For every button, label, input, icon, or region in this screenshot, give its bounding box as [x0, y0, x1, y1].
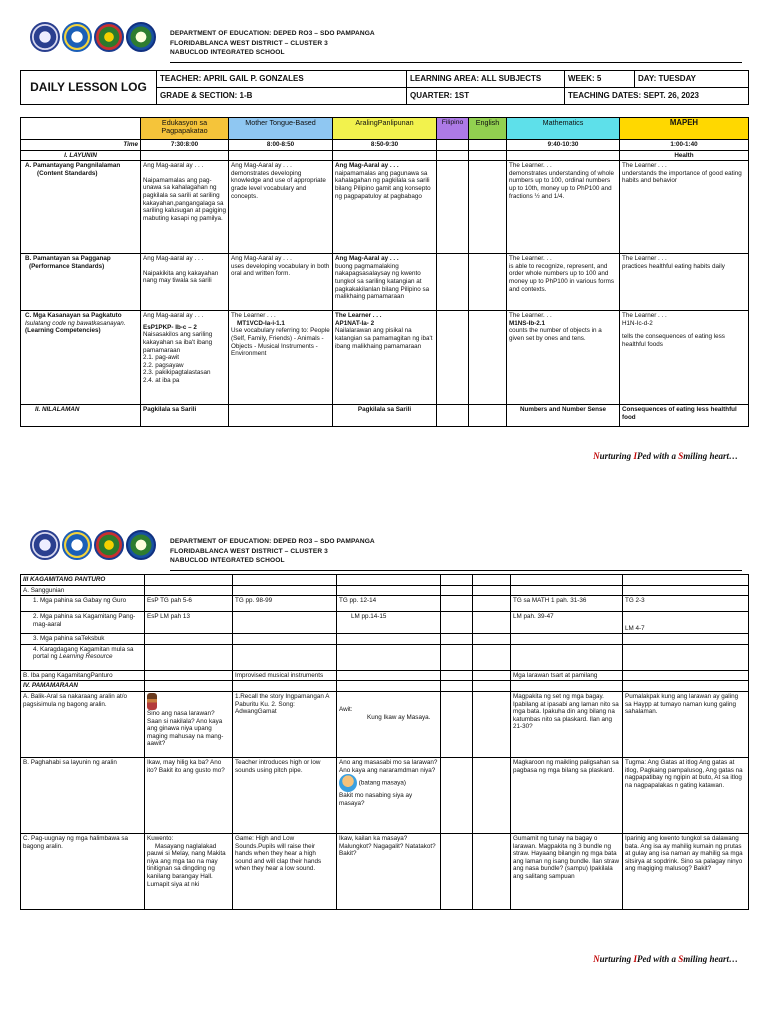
time-ap: 8:50-9:30: [333, 140, 437, 151]
kagamitan-label: III KAGAMITANG PANTURO: [21, 575, 145, 586]
row-b-title: B. Pamantayan sa Pagganap: [25, 255, 111, 263]
page-title: DAILY LESSON LOG: [21, 71, 157, 105]
child-picture-icon: [147, 693, 157, 710]
content-std-mapeh: The Learner . . . understands the importance of good eating habits and behavior: [620, 161, 749, 254]
lr-portal-label: 4. Karagdagang Kagamitan mula sa portal ng Learning Resource: [21, 644, 145, 670]
time-esp: 7:30:8:00: [141, 140, 229, 151]
day-name: DAY: TUESDAY: [635, 71, 749, 88]
content-std-mtb: Ang Mag-Aaral ay . . . demonstrates developing knowledge and use of appropriate grade level vocabulary and concepts.: [229, 161, 333, 254]
week-number: WEEK: 5: [565, 71, 635, 88]
perf-std-mtb: Ang Mag-Aaral ay . . . uses developing vocabulary in both oral and written form.: [229, 254, 333, 311]
header-line-3: NABUCLOD INTEGRATED SCHOOL: [170, 49, 285, 57]
footer-motto: Nurturing IPed with a Smiling heart…: [593, 451, 738, 461]
tg-mtb: TG pp. 98-99: [233, 596, 337, 612]
review-ap: Awit: Kung Ikaw ay Masaya.: [337, 691, 441, 757]
district-seal-icon: [94, 22, 124, 52]
teacher-name: TEACHER: APRIL GAIL P. GONZALES: [157, 71, 407, 88]
lm-mapeh: LM 4-7: [623, 612, 749, 634]
health-label: Health: [620, 150, 749, 161]
teaching-dates: TEACHING DATES: SEPT. 26, 2023: [565, 88, 749, 105]
purpose-label: B. Paghahabi sa layunin ng aralin: [21, 757, 145, 833]
time-english: [469, 140, 507, 151]
subject-english: English: [469, 118, 507, 140]
subject-math: Mathematics: [507, 118, 620, 140]
tg-esp: EsP TG pah 5-6: [145, 596, 233, 612]
time-mapeh: 1:00-1:40: [620, 140, 749, 151]
header-line-2: FLORIDABLANCA WEST DISTRICT – CLUSTER 3: [170, 39, 328, 47]
review-mapeh: Pumalakpak kung ang larawan ay galing sa Haypp at tumayo naman kung galing sahalaman.: [623, 691, 749, 757]
other-materials-label: B. Iba pang KagamitangPanturo: [21, 670, 145, 681]
header-line-1: DEPARTMENT OF EDUCATION: DEPED RO3 – SDO PAMPANGA: [170, 538, 375, 545]
row-c-title: C. Mga Kasanayan sa Pagkatuto: [25, 312, 122, 320]
header-divider: [170, 570, 742, 571]
lm-pages-label: 2. Mga pahina sa Kagamitang Pang-mag-aaral: [21, 612, 145, 634]
header-line-1: DEPARTMENT OF EDUCATION: DEPED RO3 – SDO PAMPANGA: [170, 30, 375, 37]
lesson-info-table: [20, 70, 749, 105]
header-text: [170, 29, 375, 58]
materials-mtb: Improvised musical instruments: [233, 670, 337, 681]
content-std-math: The Learner. . . demonstrates understanding of whole numbers up to 100, ordinal numbers up to 10th, money up to PhP100 and fractions ½ and 1/4.: [507, 161, 620, 254]
quarter: QUARTER: 1ST: [407, 88, 565, 105]
purpose-mapeh: Tugma: Ang Gatas at itlog Ang gatas at itlog, Pagkaing pampalusog, Ang gatas na nagpapatibay ng ngipin at buto, At sa itlog na nagpapalakas n gating katawan.: [623, 757, 749, 833]
purpose-math: Magkaroon ng maikling paligsahan sa pagbasa ng mga bilang sa plaskard.: [511, 757, 623, 833]
content-std-ap: Ang Mag-Aaral ay . . . naipamamalas ang pagunawa sa kahalagahan ng pagkilala sa sarili bilang Pilipino gamit ang konsepto ng pagpapatuloy at pagbabago: [333, 161, 437, 254]
procedures-table: [20, 574, 749, 910]
district-seal-icon: [94, 530, 124, 560]
pamamaraan-label: IV. PAMAMARAAN: [21, 681, 145, 692]
time-math: 9:40-10:30: [507, 140, 620, 151]
lm-esp: EsP LM pah 13: [145, 612, 233, 634]
competency-mtb: The Learner . . . MT1VCD-Ia-i-1.1 Use vocabulary referring to: People (Self, Family, Friends) - Animals - Objects - Musical Instruments - Environment: [229, 311, 333, 405]
row-c-note: Isulatang code ng bawatkasanayan.: [25, 319, 126, 327]
perf-std-esp: Ang Mag-aaral ay . . . Naipakikita ang kakayahan nang may tiwala sa sarili: [141, 254, 229, 311]
review-math: Magpakita ng set ng mga bagay. Ipabilang at ipasabi ang laman nito sa mga bata. Ipakuha din ang bilang na katumbas nito sa plaskard. Ilan ang 21-30?: [511, 691, 623, 757]
materials-math: Mga larawan tsart at pamilang: [511, 670, 623, 681]
content-math: Numbers and Number Sense: [507, 405, 620, 427]
header-divider: [170, 62, 742, 63]
content-standards-label: [21, 161, 141, 254]
lm-ap: LM pp.14-15: [337, 612, 441, 634]
examples-ap: Ikaw, kailan ka masaya? Malungkot? Nagagalit? Natatakot? Bakit?: [337, 833, 441, 909]
competency-esp: Ang Mag-aaral ay . . . EsP1PKP- Ib-c – 2 Naisasakilos ang sariling kakayahan sa iba't ibang pamamaraan 2.1. pag-awit 2.2. pagsayaw 2.3. pakikipagtalastasan 2.4. at iba pa: [141, 311, 229, 405]
row-a-subtitle: (Content Standards): [37, 169, 98, 177]
textbook-label: 3. Mga pahina saTeksbuk: [21, 634, 145, 645]
examples-math: Gumamit ng tunay na bagay o larawan. Magpakita ng 3 bundle ng straw. Hayaang bilangin ng mga bata ang laman ng isang bundle. Ilan straw ang nasa bundle? (sampu) Ipakilala ang salitang sampuan: [511, 833, 623, 909]
header-line-3: NABUCLOD INTEGRATED SCHOOL: [170, 557, 285, 565]
learning-competencies-label: [21, 311, 141, 405]
time-mtb: 8:00-8:50: [229, 140, 333, 151]
review-label: A. Balik-Aral sa nakaraang aralin at/o pagsisimula ng bagong aralin.: [21, 691, 145, 757]
row-c-subtitle: (Learning Competencies): [25, 327, 101, 335]
objectives-table: [20, 117, 749, 427]
content-mapeh: Consequences of eating less healthful food: [620, 405, 749, 427]
lm-math: LM pah. 39-47: [511, 612, 623, 634]
tg-math: TG sa MATH 1 pah. 31-36: [511, 596, 623, 612]
subject-esp: Edukasyon sa Pagpapakatao: [141, 118, 229, 140]
school-seal-icon: [126, 22, 156, 52]
competency-math: The Learner. . . M1NS-Ib-2.1 counts the number of objects in a given set by ones and tens.: [507, 311, 620, 405]
purpose-esp: Ikaw, may hilig ka ba? Ano ito? Bakit ito ang gusto mo?: [145, 757, 233, 833]
header-text: [170, 537, 375, 566]
tg-pages-label: 1. Mga pahina sa Gabay ng Guro: [21, 596, 145, 612]
examples-esp: Kuwento: Masayang naglalakad pauwi si Melay, nang Makita niya ang mga tao na may tinitignan sa dingding ng kanilang barangay Hall. Lumapit siya at nki: [145, 833, 233, 909]
perf-std-ap: Ang Mag-Aaral ay . . . buong pagmamalaking nakapagsasalaysay ng kwento tungkol sa sariling katangian at pagkakakilanlan bilang Pilipino sa malikhaing pamamaraan: [333, 254, 437, 311]
competency-mapeh: The Learner . . . H1N-Ic-d-2 tells the consequences of eating less healthful foods: [620, 311, 749, 405]
time-filipino: [437, 140, 469, 151]
examples-mapeh: Iparinig ang kwento tungkol sa dalawang bata. Ang isa ay mahilig kumain ng prutas at gulay ang isa naman ay mahilig sa mga sitsirya at sopdrink. Sino sa palagay ninyo ang magiging malusog? Bakit?: [623, 833, 749, 909]
school-header: [30, 530, 730, 578]
page-2: [0, 512, 768, 1024]
school-seal-icon: [126, 530, 156, 560]
subject-ap: AralingPanlipunan: [333, 118, 437, 140]
perf-std-mapeh: The Learner . . . practices healthful eating habits daily: [620, 254, 749, 311]
subject-mtb: Mother Tongue-Based: [229, 118, 333, 140]
examples-label: C. Pag-uugnay ng mga halimbawa sa bagong aralin.: [21, 833, 145, 909]
tg-mapeh: TG 2-3: [623, 596, 749, 612]
sanggunian-label: A. Sanggunian: [21, 585, 145, 596]
division-seal-icon: [62, 22, 92, 52]
tg-ap: TG pp. 12-14: [337, 596, 441, 612]
subject-mapeh: MAPEH: [620, 118, 749, 140]
header-line-2: FLORIDABLANCA WEST DISTRICT – CLUSTER 3: [170, 547, 328, 555]
purpose-ap: Ano ang masasabi mo sa larawan? Ano kaya ang nararamdman niya? (batang masaya) Bakit mo nasabing siya ay masaya?: [337, 757, 441, 833]
content-std-esp: Ang Mag-aaral ay . . . Naipamamalas ang pag-unawa sa kahalagahan ng pagkilala sa sarili at sariling kakayahan,pangangalaga sa sariling kalusugan at pagiging mabuting kasapi ng pamilya.: [141, 161, 229, 254]
grade-section: GRADE & SECTION: 1-B: [157, 88, 407, 105]
header-blank: [21, 118, 141, 140]
row-a-title: A. Pamantayang Pangnilalaman: [25, 162, 121, 170]
content-esp: Pagkilala sa Sarili: [141, 405, 229, 427]
footer-motto: Nurturing IPed with a Smiling heart…: [593, 954, 738, 964]
row-b-subtitle: (Performance Standards): [29, 262, 105, 270]
subject-filipino: Filipino: [437, 118, 469, 140]
purpose-mtb: Teacher introduces high or low sounds using pitch pipe.: [233, 757, 337, 833]
review-mtb: 1.Recall the story Ingpamangan A Paburitu Ku. 2. Song: AdwangGamat: [233, 691, 337, 757]
time-label: Time: [21, 140, 141, 151]
examples-mtb: Game: High and Low Sounds.Pupils will raise their hands when they hear a high sound and will clap their hands when they hear a low sound.: [233, 833, 337, 909]
content-ap: Pagkilala sa Sarili: [333, 405, 437, 427]
layunin-label: I. LAYUNIN: [21, 150, 141, 161]
perf-std-math: The Learner. . . is able to recognize, represent, and order whole numbers up to 100 and money up to PhP100 in various forms and contexts.: [507, 254, 620, 311]
deped-seal-icon: [30, 22, 60, 52]
deped-seal-icon: [30, 530, 60, 560]
happy-child-icon: [339, 774, 357, 792]
nilalaman-label: II. NILALAMAN: [21, 405, 141, 427]
competency-ap: The Learner . . . AP1NAT-Ia- 2 Nailalarawan ang pisikal na katangian sa pamamagitan ng iba't ibang malikhaing pamamaraan: [333, 311, 437, 405]
division-seal-icon: [62, 530, 92, 560]
learning-area: LEARNING AREA: ALL SUBJECTS: [407, 71, 565, 88]
school-header: [30, 22, 730, 70]
review-esp: Sino ang nasa larawan? Saan si nakilala? Ano kaya ang ginawa niya upang maging mahusay na mang-aawit?: [145, 691, 233, 757]
performance-standards-label: [21, 254, 141, 311]
